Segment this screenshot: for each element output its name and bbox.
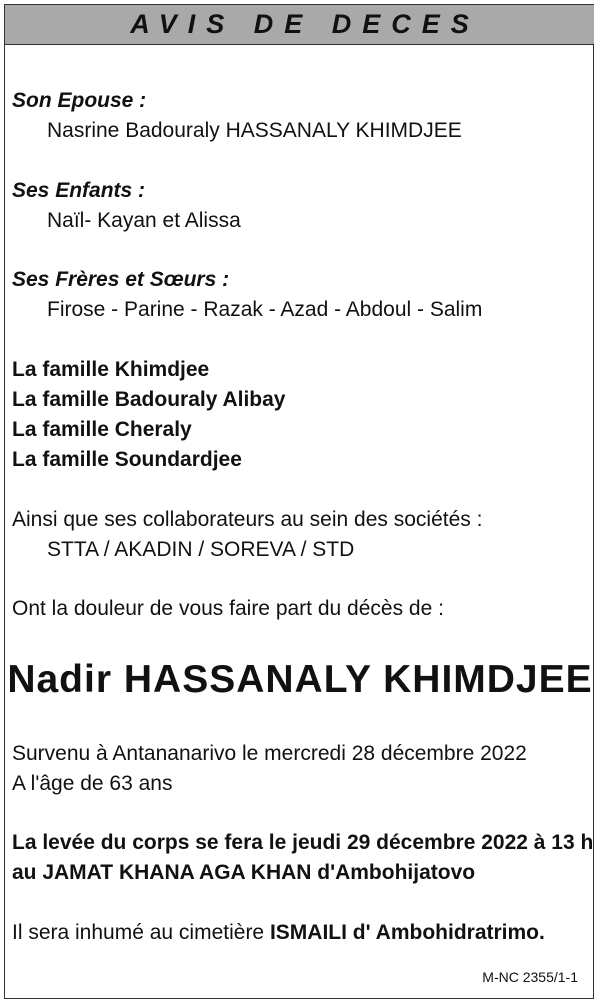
freres-names: Firose - Parine - Razak - Azad - Abdoul - Salim bbox=[47, 298, 483, 321]
notice-title: AVIS DE DECES bbox=[130, 9, 480, 39]
levee-line-1: La levée du corps se fera le jeudi 29 décembre 2022 à 13 h bbox=[12, 831, 594, 854]
annonce-text: Ont la douleur de vous faire part du décès de : bbox=[12, 597, 444, 620]
societes-list: STTA / AKADIN / SOREVA / STD bbox=[47, 538, 355, 561]
famille-line: La famille Soundardjee bbox=[12, 448, 242, 471]
defunt-last-name: HASSANALY KHIMDJEE bbox=[123, 658, 593, 701]
defunt-first-name: Nadir bbox=[7, 658, 113, 701]
reference-code: M-NC 2355/1-1 bbox=[482, 969, 578, 985]
survenu-line-1: Survenu à Antananarivo le mercredi 28 décembre 2022 bbox=[12, 742, 527, 765]
inhumation-line bbox=[12, 921, 545, 945]
famille-line: La famille Badouraly Alibay bbox=[12, 388, 286, 411]
epouse-heading: Son Epouse : bbox=[12, 89, 147, 112]
survenu-line-2: A l'âge de 63 ans bbox=[12, 772, 173, 795]
freres-heading: Ses Frères et Sœurs : bbox=[12, 268, 230, 291]
collaborateurs-text: Ainsi que ses collaborateurs au sein des sociétés : bbox=[12, 508, 483, 531]
inhumation-place: ISMAILI d' Ambohidratrimo. bbox=[269, 921, 545, 944]
levee-line-2: au JAMAT KHANA AGA KHAN d'Ambohijatovo bbox=[12, 861, 476, 884]
famille-line: La famille Cheraly bbox=[12, 418, 192, 441]
inhumation-prefix: Il sera inhumé au cimetière bbox=[12, 921, 270, 944]
notice-header bbox=[5, 5, 594, 45]
defunt-name bbox=[0, 657, 600, 703]
enfants-names: Naïl- Kayan et Alissa bbox=[47, 209, 241, 232]
epouse-name: Nasrine Badouraly HASSANALY KHIMDJEE bbox=[47, 119, 462, 142]
enfants-heading: Ses Enfants : bbox=[12, 179, 146, 202]
famille-line: La famille Khimdjee bbox=[12, 358, 210, 381]
